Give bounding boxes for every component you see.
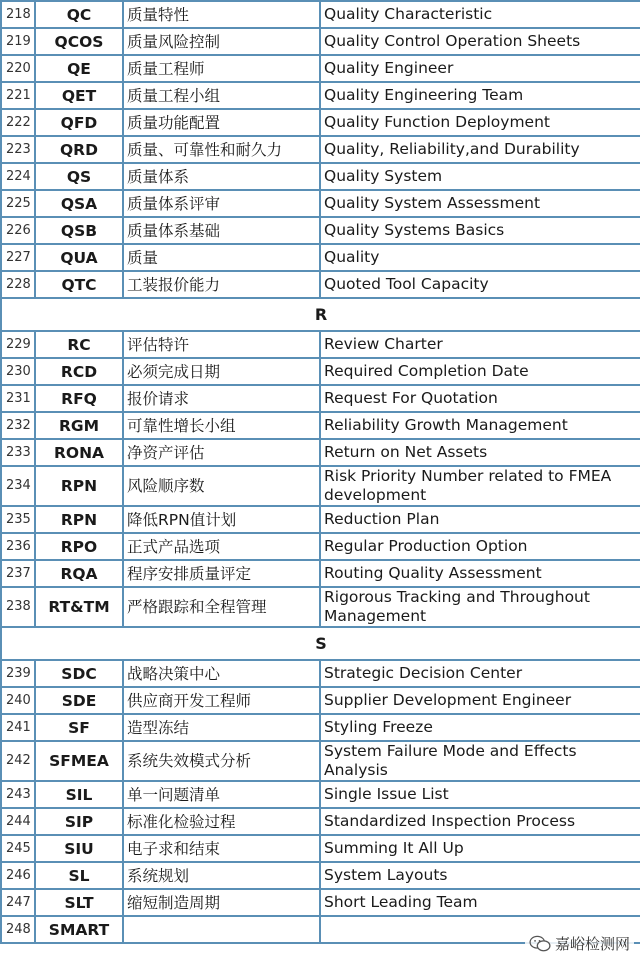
abbreviation: SMART	[35, 916, 123, 943]
row-number: 228	[1, 271, 35, 298]
english-term: Styling Freeze	[320, 714, 640, 741]
chinese-term: 系统规划	[123, 862, 320, 889]
chinese-term: 降低RPN值计划	[123, 506, 320, 533]
abbreviation: QE	[35, 55, 123, 82]
english-term: Risk Priority Number related to FMEA development	[320, 466, 640, 506]
abbreviation: RC	[35, 331, 123, 358]
row-number: 247	[1, 889, 35, 916]
abbreviation: RQA	[35, 560, 123, 587]
table-row	[1, 506, 640, 533]
abbreviation: QET	[35, 82, 123, 109]
chinese-term: 单一问题清单	[123, 781, 320, 808]
english-term: System Failure Mode and Effects Analysis	[320, 741, 640, 781]
row-number: 244	[1, 808, 35, 835]
row-number: 241	[1, 714, 35, 741]
chinese-term: 质量	[123, 244, 320, 271]
abbreviation: RFQ	[35, 385, 123, 412]
english-term: System Layouts	[320, 862, 640, 889]
english-term: Return on Net Assets	[320, 439, 640, 466]
table-row	[1, 533, 640, 560]
chinese-term: 电子求和结束	[123, 835, 320, 862]
row-number: 242	[1, 741, 35, 781]
table-row	[1, 385, 640, 412]
abbreviation: QS	[35, 163, 123, 190]
watermark-text: 嘉峪检测网	[554, 935, 630, 953]
english-term: Quality	[320, 244, 640, 271]
row-number: 240	[1, 687, 35, 714]
english-term: Review Charter	[320, 331, 640, 358]
table-row	[1, 358, 640, 385]
abbreviation: RT&TM	[35, 587, 123, 627]
english-term: Quality Function Deployment	[320, 109, 640, 136]
english-term: Quality Characteristic	[320, 1, 640, 28]
abbreviation: SF	[35, 714, 123, 741]
row-number: 246	[1, 862, 35, 889]
row-number: 237	[1, 560, 35, 587]
table-row	[1, 244, 640, 271]
english-term: Standardized Inspection Process	[320, 808, 640, 835]
row-number: 238	[1, 587, 35, 627]
abbreviation: RPN	[35, 506, 123, 533]
abbreviation: QCOS	[35, 28, 123, 55]
watermark	[525, 931, 634, 956]
abbreviation: RPN	[35, 466, 123, 506]
table-row	[1, 835, 640, 862]
chinese-term: 报价请求	[123, 385, 320, 412]
table-row	[1, 660, 640, 687]
english-term: Quality, Reliability,and Durability	[320, 136, 640, 163]
english-term: Quality System Assessment	[320, 190, 640, 217]
table-row	[1, 331, 640, 358]
abbreviation: SLT	[35, 889, 123, 916]
english-term: Routing Quality Assessment	[320, 560, 640, 587]
chinese-term: 风险顺序数	[123, 466, 320, 506]
chinese-term	[123, 916, 320, 943]
chinese-term: 供应商开发工程师	[123, 687, 320, 714]
table-row	[1, 466, 640, 506]
english-term: Quality Control Operation Sheets	[320, 28, 640, 55]
row-number: 227	[1, 244, 35, 271]
row-number: 239	[1, 660, 35, 687]
abbreviation: RONA	[35, 439, 123, 466]
abbreviation: QRD	[35, 136, 123, 163]
abbreviation: RCD	[35, 358, 123, 385]
row-number: 232	[1, 412, 35, 439]
table-row	[1, 109, 640, 136]
abbreviation: SFMEA	[35, 741, 123, 781]
abbreviation: SIL	[35, 781, 123, 808]
table-row	[1, 587, 640, 627]
table-row	[1, 889, 640, 916]
abbreviation: SIP	[35, 808, 123, 835]
english-term: Required Completion Date	[320, 358, 640, 385]
table-row	[1, 55, 640, 82]
english-term: Quality System	[320, 163, 640, 190]
abbreviation: SL	[35, 862, 123, 889]
table-row	[1, 136, 640, 163]
abbreviation: RGM	[35, 412, 123, 439]
abbreviation: QTC	[35, 271, 123, 298]
table-row	[1, 714, 640, 741]
chinese-term: 质量体系	[123, 163, 320, 190]
chinese-term: 造型冻结	[123, 714, 320, 741]
row-number: 233	[1, 439, 35, 466]
chinese-term: 质量体系评审	[123, 190, 320, 217]
row-number: 220	[1, 55, 35, 82]
english-term: Short Leading Team	[320, 889, 640, 916]
chinese-term: 质量工程小组	[123, 82, 320, 109]
table-row	[1, 82, 640, 109]
table-row	[1, 190, 640, 217]
english-term: Quality Engineering Team	[320, 82, 640, 109]
english-term: Reduction Plan	[320, 506, 640, 533]
section-letter: S	[1, 627, 640, 660]
english-term: Supplier Development Engineer	[320, 687, 640, 714]
glossary-rows	[1, 1, 640, 943]
english-term: Single Issue List	[320, 781, 640, 808]
chinese-term: 程序安排质量评定	[123, 560, 320, 587]
chinese-term: 必须完成日期	[123, 358, 320, 385]
row-number: 221	[1, 82, 35, 109]
table-row	[1, 560, 640, 587]
english-term: Request For Quotation	[320, 385, 640, 412]
table-row	[1, 687, 640, 714]
abbreviation: QSA	[35, 190, 123, 217]
row-number: 222	[1, 109, 35, 136]
abbreviation: RPO	[35, 533, 123, 560]
table-row	[1, 862, 640, 889]
table-row	[1, 271, 640, 298]
chinese-term: 质量体系基础	[123, 217, 320, 244]
chinese-term: 严格跟踪和全程管理	[123, 587, 320, 627]
table-row	[1, 163, 640, 190]
row-number: 234	[1, 466, 35, 506]
chinese-term: 系统失效模式分析	[123, 741, 320, 781]
row-number: 223	[1, 136, 35, 163]
english-term: Rigorous Tracking and Throughout Management	[320, 587, 640, 627]
row-number: 231	[1, 385, 35, 412]
section-header-row	[1, 627, 640, 660]
english-term: Quoted Tool Capacity	[320, 271, 640, 298]
english-term: Strategic Decision Center	[320, 660, 640, 687]
chinese-term: 可靠性增长小组	[123, 412, 320, 439]
table-row	[1, 412, 640, 439]
table-row	[1, 741, 640, 781]
section-letter: R	[1, 298, 640, 331]
english-term: Summing It All Up	[320, 835, 640, 862]
row-number: 225	[1, 190, 35, 217]
row-number: 219	[1, 28, 35, 55]
table-row	[1, 1, 640, 28]
row-number: 245	[1, 835, 35, 862]
row-number: 236	[1, 533, 35, 560]
abbreviation: SDE	[35, 687, 123, 714]
chinese-term: 净资产评估	[123, 439, 320, 466]
abbreviation: SDC	[35, 660, 123, 687]
row-number: 235	[1, 506, 35, 533]
chinese-term: 评估特许	[123, 331, 320, 358]
english-term: Reliability Growth Management	[320, 412, 640, 439]
section-header-row	[1, 298, 640, 331]
table-row	[1, 439, 640, 466]
row-number: 218	[1, 1, 35, 28]
abbreviation: QSB	[35, 217, 123, 244]
english-term: Quality Systems Basics	[320, 217, 640, 244]
abbreviation: QFD	[35, 109, 123, 136]
abbreviation: SIU	[35, 835, 123, 862]
row-number: 226	[1, 217, 35, 244]
table-row	[1, 781, 640, 808]
row-number: 243	[1, 781, 35, 808]
chinese-term: 质量功能配置	[123, 109, 320, 136]
english-term: Regular Production Option	[320, 533, 640, 560]
chinese-term: 工装报价能力	[123, 271, 320, 298]
row-number: 248	[1, 916, 35, 943]
chinese-term: 质量特性	[123, 1, 320, 28]
row-number: 224	[1, 163, 35, 190]
chinese-term: 正式产品选项	[123, 533, 320, 560]
chinese-term: 战略决策中心	[123, 660, 320, 687]
row-number: 229	[1, 331, 35, 358]
wechat-logo-icon	[529, 935, 551, 953]
table-row	[1, 28, 640, 55]
abbreviation: QC	[35, 1, 123, 28]
table-row	[1, 808, 640, 835]
chinese-term: 质量风险控制	[123, 28, 320, 55]
chinese-term: 缩短制造周期	[123, 889, 320, 916]
chinese-term: 标准化检验过程	[123, 808, 320, 835]
row-number: 230	[1, 358, 35, 385]
chinese-term: 质量工程师	[123, 55, 320, 82]
chinese-term: 质量、可靠性和耐久力	[123, 136, 320, 163]
abbreviation: QUA	[35, 244, 123, 271]
table-row	[1, 217, 640, 244]
english-term: Quality Engineer	[320, 55, 640, 82]
